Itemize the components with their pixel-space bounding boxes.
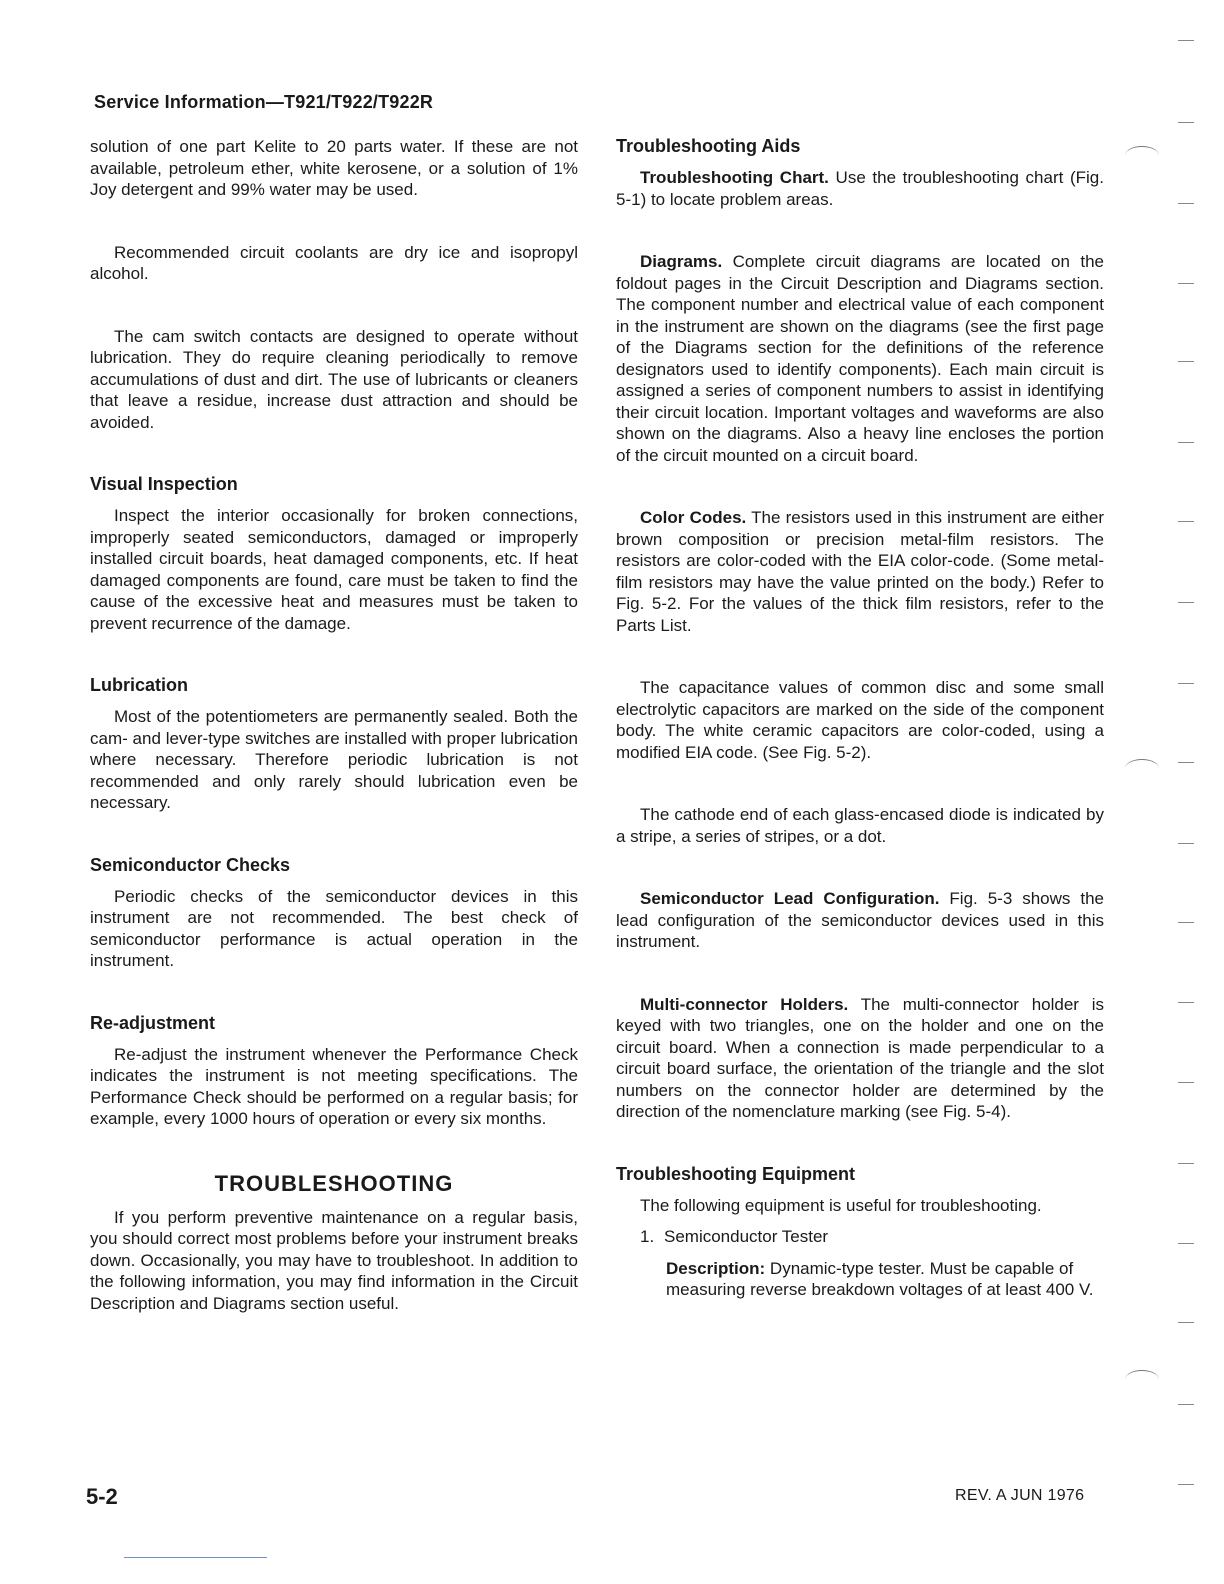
page-number: 5-2 (86, 1484, 118, 1509)
list-label: Semiconductor Tester (664, 1227, 829, 1246)
paragraph-text: Complete circuit diagrams are located on the foldout pages in the Circuit Description and Diagrams section. The component number and electrical value of each component in the instrument are shown on the diagrams (see the first page of the Diagrams section for the definitions of the reference designators used to identify components). Each main circuit is assigned a series of component numbers to assist in identifying their circuit location. Important voltages and waveforms are also shown on the diagrams. Also a heavy line encloses the portion of the circuit mounted on a circuit board. (616, 252, 1104, 465)
left-column (90, 136, 578, 1314)
margin-mark (1178, 1322, 1194, 1323)
margin-mark (1178, 442, 1194, 443)
margin-mark (1178, 203, 1194, 204)
paragraph-text: Fig. 5-3 shows the lead configuration of the semiconductor devices used in this instrument. (616, 889, 1104, 951)
margin-mark (1178, 602, 1194, 603)
section-heading: Lubrication (90, 675, 188, 695)
paragraph: Most of the potentiometers are permanently sealed. Both the cam- and lever-type switches are installed with proper lubrication where necessary. Therefore periodic lubrication is not recommended and only rarely should lubrication even be necessary. (90, 707, 578, 812)
item-description (666, 1258, 1104, 1301)
paragraph: If you perform preventive maintenance on a regular basis, you should correct most problems before your instrument breaks down. Occasionally, you may have to troubleshoot. In addition to the following information, you may find information in the Circuit Description and Diagrams section useful. (90, 1207, 578, 1313)
margin-mark (1178, 283, 1194, 284)
paragraph-text: The multi-connector holder is keyed with two triangles, one on the holder and one on the circuit board. When a connection is made perpendicular to a circuit board surface, the orientation of the triangle and the slot numbers on the connector holder are determined by the direction of the nomenclature marking (see Fig. 5-4). (616, 994, 1105, 1121)
paragraph: Inspect the interior occasionally for broken connections, improperly seated semiconductors, damaged or improperly installed circuit boards, heat damaged components, etc. If heat damaged components are found, care must be taken to find the cause of the excessive heat and measures must be taken to prevent recurrence of the damage. (90, 506, 578, 633)
paragraph (616, 994, 1104, 1123)
margin-mark (1178, 40, 1194, 41)
section-heading: Troubleshooting Aids (616, 136, 801, 156)
run-in-heading: Troubleshooting Chart. (640, 168, 829, 187)
paragraph: The capacitance values of common disc and some small electrolytic capacitors are marked on the side of the component body. The white ceramic capacitors are color-coded, using a modified EIA code. (See Fig. 5-2). (616, 678, 1104, 762)
margin-mark (1178, 762, 1194, 763)
margin-mark (1178, 922, 1194, 923)
list-item (640, 1226, 1104, 1248)
paragraph-text: Dynamic-type tester. Must be capable of measuring reverse breakdown voltages of at least 400 V. (666, 1258, 1094, 1299)
paragraph: Re-adjust the instrument whenever the Performance Check indicates the instrument is not meeting specifications. The Performance Check should be performed on a regular basis; for example, every 1000 hours of operation or every six months. (90, 1044, 578, 1128)
paragraph-text: The resistors used in this instrument are either brown composition or precision metal-film resistors. The resistors are color-coded with the EIA color-code. (Some metal-film resistors may have the value printed on the body.) Refer to Fig. 5-2. For the values of the thick film resistors, refer to the Parts List. (616, 508, 1104, 635)
paragraph: solution of one part Kelite to 20 parts water. If these are not available, petroleum ether, white kerosene, or a solution of 1% Joy detergent and 99% water may be used. (90, 137, 578, 199)
footer-rule (124, 1557, 267, 1558)
margin-curl (1125, 146, 1159, 165)
paragraph: The following equipment is useful for troubleshooting. (640, 1195, 1042, 1215)
margin-curl (1125, 759, 1159, 778)
margin-mark (1178, 1002, 1194, 1003)
major-heading: TROUBLESHOOTING (214, 1170, 454, 1196)
margin-curl (1125, 1370, 1159, 1389)
list-number: 1. (640, 1227, 655, 1246)
paragraph (616, 888, 1104, 953)
paragraph (616, 251, 1104, 466)
margin-mark (1178, 122, 1194, 123)
run-in-heading: Semiconductor Lead Configuration. (640, 889, 940, 908)
revision-date: REV. A JUN 1976 (955, 1487, 1085, 1504)
run-in-heading: Diagrams. (640, 252, 723, 271)
margin-mark (1178, 683, 1194, 684)
section-heading: Semiconductor Checks (90, 854, 291, 875)
paragraph-text: Use the troubleshooting chart (Fig. 5-1) to locate problem areas. (616, 168, 1104, 209)
paragraph (616, 507, 1104, 636)
margin-mark (1178, 1243, 1194, 1244)
paragraph: Periodic checks of the semiconductor devices in this instrument are not recommended. The best check of semiconductor performance is actual operation in the instrument. (90, 886, 578, 970)
margin-mark (1178, 521, 1194, 522)
section-heading: Visual Inspection (90, 474, 238, 494)
paragraph: The cathode end of each glass-encased diode is indicated by a stripe, a series of stripes, or a dot. (616, 805, 1104, 846)
run-in-heading: Multi-connector Holders. (640, 994, 849, 1014)
margin-mark (1178, 1163, 1194, 1164)
margin-mark (1178, 1082, 1194, 1083)
run-in-heading: Color Codes. (640, 508, 747, 527)
paragraph: The cam switch contacts are designed to operate without lubrication. They do require cleaning periodically to remove accumulations of dust and dirt. The use of lubricants or cleaners that leave a residue, increase dust attraction and should be avoided. (90, 326, 578, 432)
section-heading: Re-adjustment (90, 1012, 216, 1033)
margin-mark (1178, 361, 1194, 362)
margin-mark (1178, 1484, 1194, 1485)
margin-mark (1178, 843, 1194, 844)
run-in-heading: Description: (666, 1258, 766, 1278)
paragraph (616, 167, 1104, 210)
paragraph: Recommended circuit coolants are dry ice and isopropyl alcohol. (90, 242, 578, 283)
margin-mark (1178, 1404, 1194, 1405)
section-heading: Troubleshooting Equipment (616, 1163, 855, 1184)
right-column (616, 136, 1104, 1301)
page-header: Service Information—T921/T922/T922R (94, 92, 434, 112)
